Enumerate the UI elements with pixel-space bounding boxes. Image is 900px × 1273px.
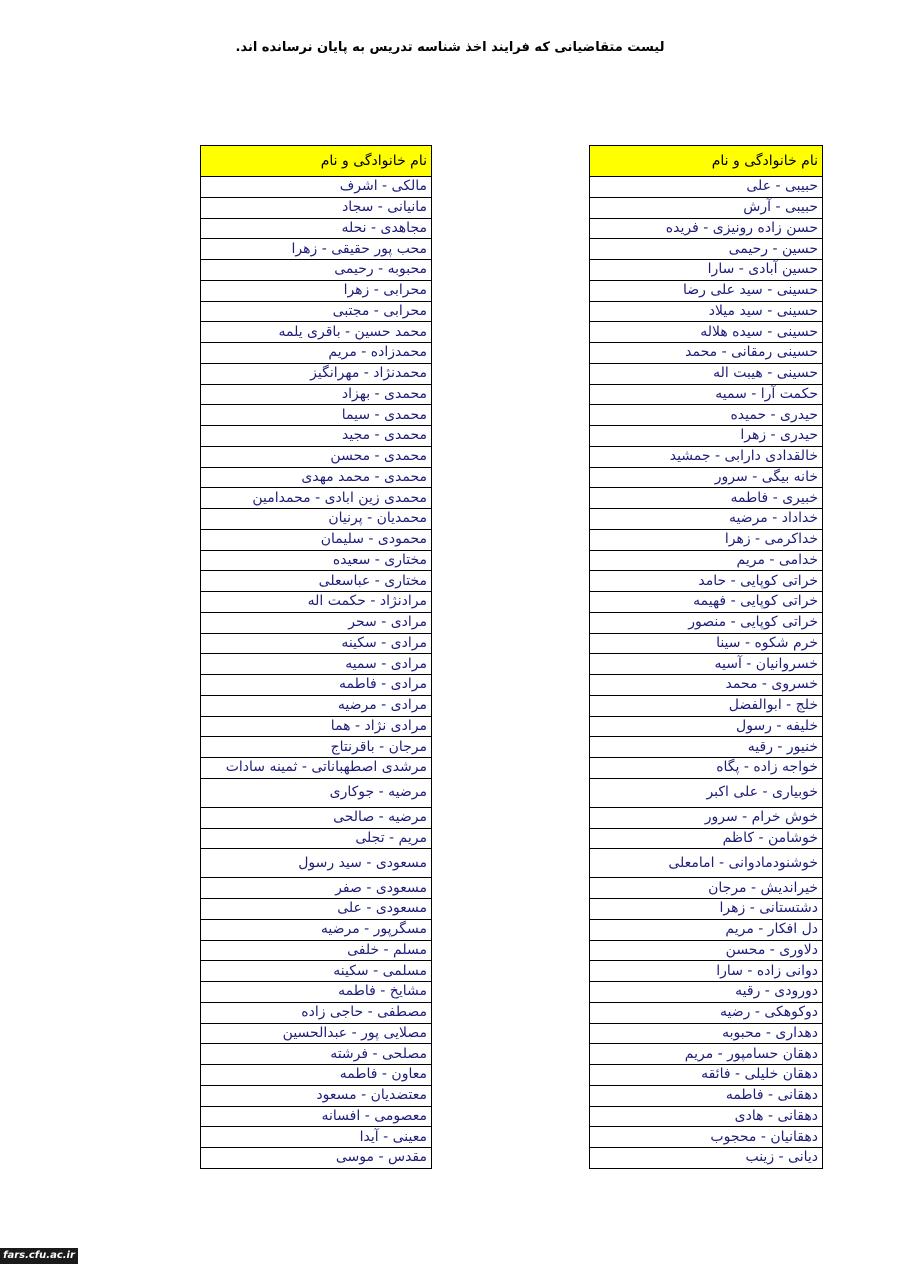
table-row [201,509,432,530]
right-name-cell: خبیری - فاطمه [590,488,823,509]
left-name-cell: مرادی - فاطمه [201,675,432,696]
table-row [590,899,823,920]
left-name-cell: مرادنژاد - حکمت اله [201,592,432,613]
table-row [201,301,432,322]
table-row [201,1085,432,1106]
right-name-cell: خوش خرام - سرور [590,807,823,828]
left-name-cell: معتضدیان - مسعود [201,1085,432,1106]
table-row [590,961,823,982]
right-name-cell: خسروی - محمد [590,675,823,696]
table-row [201,716,432,737]
left-name-cell: محمدی - بهزاد [201,384,432,405]
table-row [201,828,432,849]
left-name-cell: محمدی - سیما [201,405,432,426]
left-name-cell: مسعودی - سید رسول [201,849,432,878]
table-row [201,1127,432,1148]
right-name-cell: حبیبی - آرش [590,197,823,218]
table-row [590,1002,823,1023]
table-row [590,654,823,675]
table-row [201,405,432,426]
table-row [590,807,823,828]
right-name-cell: دهقانی - فاطمه [590,1085,823,1106]
left-name-cell: محمودی - سلیمان [201,529,432,550]
right-name-cell: دهقان حسامپور - مریم [590,1044,823,1065]
table-row [201,919,432,940]
right-name-cell: حسینی - سیده هلاله [590,322,823,343]
left-name-cell: مرادی - سحر [201,612,432,633]
right-name-cell: خدامی - مریم [590,550,823,571]
table-row [201,571,432,592]
table-row [590,363,823,384]
right-name-cell: خراتی کوپایی - منصور [590,612,823,633]
left-name-cell: محمدیان - پرنیان [201,509,432,530]
table-row [590,426,823,447]
table-row [201,426,432,447]
site-url-badge: fars.cfu.ac.ir [0,1248,78,1264]
left-name-cell: مالکی - اشرف [201,177,432,198]
table-row [590,322,823,343]
table-row [201,239,432,260]
table-row [201,384,432,405]
right-name-cell: حسین - رحیمی [590,239,823,260]
table-row [590,529,823,550]
table-row [201,322,432,343]
right-name-cell: حسینی - سید علی رضا [590,280,823,301]
left-name-cell: محمدزاده - مریم [201,343,432,364]
table-row [590,758,823,779]
left-name-cell: محمدی - مجید [201,426,432,447]
left-name-cell: مرضیه - صالحی [201,807,432,828]
table-row [201,737,432,758]
left-name-cell: مسگرپور - مرضیه [201,919,432,940]
left-name-cell: مقدس - موسی [201,1148,432,1169]
left-name-cell: محمدی - محمد مهدی [201,467,432,488]
left-name-cell: مریم - تجلی [201,828,432,849]
left-name-cell: مرادی - مرضیه [201,695,432,716]
left-name-cell: معصومی - افسانه [201,1106,432,1127]
right-name-cell: حکمت آرا - سمیه [590,384,823,405]
left-name-cell: محمد حسین - باقری یلمه [201,322,432,343]
right-name-cell: حیدری - حمیده [590,405,823,426]
left-name-cell: مرادی - سمیه [201,654,432,675]
left-name-cell: مرضیه - جوکاری [201,778,432,807]
left-names-table [200,145,432,1169]
right-name-cell: دهقان خلیلی - فائقه [590,1065,823,1086]
left-name-cell: معاون - فاطمه [201,1065,432,1086]
table-row [590,280,823,301]
table-row [201,982,432,1003]
right-name-cell: حسن زاده رونیزی - فریده [590,218,823,239]
table-row [201,550,432,571]
table-row [590,940,823,961]
left-name-cell: مجاهدی - نحله [201,218,432,239]
table-row [590,592,823,613]
right-name-cell: دهقانی - هادی [590,1106,823,1127]
table-row [590,384,823,405]
right-name-cell: حسینی - هیبت اله [590,363,823,384]
left-name-cell: مختاری - عباسعلی [201,571,432,592]
table-row [590,695,823,716]
table-row [201,961,432,982]
left-name-cell: محبوبه - رحیمی [201,260,432,281]
table-row [201,807,432,828]
table-row [590,1127,823,1148]
right-name-cell: خلج - ابوالفضل [590,695,823,716]
left-name-cell: مختاری - سعیده [201,550,432,571]
table-row [201,1002,432,1023]
left-name-cell: محرابی - زهرا [201,280,432,301]
table-row [590,1044,823,1065]
table-row [590,612,823,633]
table-row [201,446,432,467]
table-row [590,1065,823,1086]
table-row [590,982,823,1003]
right-name-cell: خراتی کوپایی - فهیمه [590,592,823,613]
right-name-cell: حبیبی - علی [590,177,823,198]
table-row [201,343,432,364]
left-name-cell: مرجان - باقرنتاج [201,737,432,758]
right-name-cell: خسروانیان - آسیه [590,654,823,675]
table-row [201,758,432,779]
right-name-cell: خیراندیش - مرجان [590,878,823,899]
table-row [590,343,823,364]
left-name-cell: مرادی نژاد - هما [201,716,432,737]
left-name-cell: مسعودی - صفر [201,878,432,899]
table-row [201,849,432,878]
table-row [201,778,432,807]
left-name-cell: مسعودی - علی [201,899,432,920]
table-row [590,1085,823,1106]
table-row [590,405,823,426]
table-row [590,177,823,198]
right-name-cell: خوبیاری - علی اکبر [590,778,823,807]
right-table-header: نام خانوادگی و نام [590,146,823,177]
right-name-cell: خانه بیگی - سرور [590,467,823,488]
left-name-cell: مسلمی - سکینه [201,961,432,982]
table-row [201,1148,432,1169]
table-row [201,612,432,633]
table-row [201,467,432,488]
right-name-cell: خرم شکوه - سینا [590,633,823,654]
left-name-cell: محمدنژاد - مهرانگیز [201,363,432,384]
right-name-cell: حسینی رمقانی - محمد [590,343,823,364]
right-name-cell: دورودی - رقیه [590,982,823,1003]
table-row [590,197,823,218]
table-row [590,446,823,467]
right-name-cell: دوانی زاده - سارا [590,961,823,982]
table-row [201,654,432,675]
table-row [590,1106,823,1127]
left-name-cell: مصطفی - حاجی زاده [201,1002,432,1023]
right-name-cell: خلیفه - رسول [590,716,823,737]
left-name-cell: مصلایی پور - عبدالحسین [201,1023,432,1044]
table-row [201,177,432,198]
table-row [201,899,432,920]
table-row [201,878,432,899]
table-row [590,550,823,571]
table-row [201,1044,432,1065]
left-name-cell: مانیانی - سجاد [201,197,432,218]
table-row [201,260,432,281]
left-name-cell: محمدی زین ابادی - محمدامین [201,488,432,509]
right-name-cell: حسین آبادی - سارا [590,260,823,281]
table-row [590,828,823,849]
right-name-cell: دشتستانی - زهرا [590,899,823,920]
right-name-cell: دوکوهکی - رضیه [590,1002,823,1023]
table-row [201,592,432,613]
right-names-table [589,145,823,1169]
table-row [201,633,432,654]
table-row [590,260,823,281]
table-row [201,197,432,218]
table-row [201,529,432,550]
right-name-cell: حسینی - سید میلاد [590,301,823,322]
right-name-cell: خراتی کوپایی - حامد [590,571,823,592]
table-row [590,239,823,260]
table-row [590,919,823,940]
table-row [201,1065,432,1086]
right-name-cell: خوشامن - کاظم [590,828,823,849]
table-row [590,849,823,878]
table-row [590,633,823,654]
right-name-cell: خوشنودمادوانی - امامعلی [590,849,823,878]
table-row [201,695,432,716]
table-row [201,1023,432,1044]
right-name-cell: دهقانیان - محجوب [590,1127,823,1148]
table-row [590,571,823,592]
table-row [590,778,823,807]
table-row [590,675,823,696]
left-name-cell: مصلحی - فرشته [201,1044,432,1065]
table-row [590,1148,823,1169]
left-name-cell: مرشدی اصطهباناتی - ثمینه سادات [201,758,432,779]
table-row [201,488,432,509]
table-row [201,940,432,961]
right-name-cell: دیانی - زینب [590,1148,823,1169]
table-row [590,1023,823,1044]
right-name-cell: دل افکار - مریم [590,919,823,940]
right-name-cell: خنیور - رقیه [590,737,823,758]
table-row [201,363,432,384]
table-row [590,467,823,488]
table-row [201,280,432,301]
left-name-cell: محمدی - محسن [201,446,432,467]
left-table-header: نام خانوادگی و نام [201,146,432,177]
right-name-cell: خداداد - مرضیه [590,509,823,530]
left-name-cell: معینی - آیدا [201,1127,432,1148]
right-name-cell: خالقدادی دارابی - جمشید [590,446,823,467]
left-name-cell: مسلم - خلفی [201,940,432,961]
left-name-cell: مشایخ - فاطمه [201,982,432,1003]
right-name-cell: دلاوری - محسن [590,940,823,961]
table-row [590,488,823,509]
table-row [201,1106,432,1127]
right-name-cell: دهداری - محبوبه [590,1023,823,1044]
right-name-cell: حیدری - زهرا [590,426,823,447]
table-row [590,716,823,737]
table-row [590,301,823,322]
table-row [590,218,823,239]
right-name-cell: خواجه زاده - پگاه [590,758,823,779]
left-name-cell: محرابی - مجتبی [201,301,432,322]
table-row [201,218,432,239]
table-row [590,509,823,530]
table-row [590,878,823,899]
left-name-cell: مرادی - سکینه [201,633,432,654]
page-title: لیست متقاضیانی که فرایند اخذ شناسه تدریس به پایان نرسانده اند. [235,40,665,55]
left-name-cell: محب پور حقیقی - زهرا [201,239,432,260]
table-row [590,737,823,758]
table-row [201,675,432,696]
right-name-cell: خداکرمی - زهرا [590,529,823,550]
